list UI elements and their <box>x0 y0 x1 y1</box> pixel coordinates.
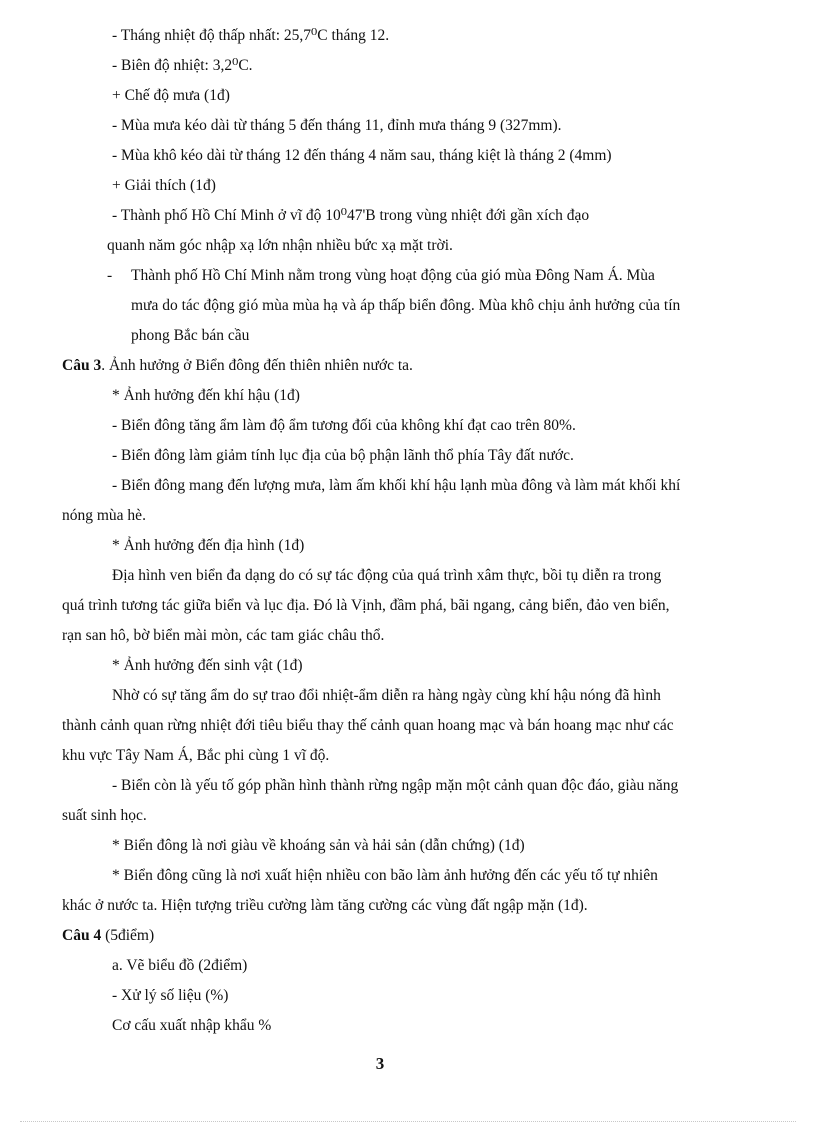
bullet-text-line: mưa do tác động gió mùa mùa hạ và áp thấp biển đông. Mùa khô chịu ảnh hưởng của tín <box>131 297 681 314</box>
question-3-heading <box>62 356 413 376</box>
page-number: 3 <box>375 1054 385 1073</box>
text-line: suất sinh học. <box>62 807 147 824</box>
text-line: nóng mùa hè. <box>62 507 146 524</box>
text-line: thành cảnh quan rừng nhiệt đới tiêu biểu thay thế cảnh quan hoang mạc và bán hoang mạc như các <box>62 717 674 734</box>
text-line: - Biên độ nhiệt: 3,2⁰C. <box>112 57 253 74</box>
text-line: Nhờ có sự tăng ẩm do sự trao đổi nhiệt-ẩm diễn ra hàng ngày cùng khí hậu nóng đã hình <box>112 687 661 704</box>
text-line: - Mùa mưa kéo dài từ tháng 5 đến tháng 11, đỉnh mưa tháng 9 (327mm). <box>112 117 562 134</box>
text-line: * Ảnh hưởng đến khí hậu (1đ) <box>112 387 300 404</box>
text-line: quanh năm góc nhập xạ lớn nhận nhiều bức xạ mặt trời. <box>107 237 453 254</box>
text-line: rạn san hô, bờ biển mài mòn, các tam giác châu thổ. <box>62 627 385 644</box>
question-3-label: Câu 3 <box>62 357 102 374</box>
footer-divider <box>20 1121 796 1122</box>
question-4-label: Câu 4 <box>62 927 102 944</box>
text-line: - Biển đông tăng ẩm làm độ ẩm tương đối của không khí đạt cao trên 80%. <box>112 417 576 434</box>
text-line: - Xử lý số liệu (%) <box>112 987 229 1004</box>
text-line: - Biển còn là yếu tố góp phần hình thành rừng ngập mặn một cảnh quan độc đáo, giàu năng <box>112 777 679 794</box>
text-line: - Thành phố Hồ Chí Minh ở vĩ độ 10⁰47'B trong vùng nhiệt đới gần xích đạo <box>112 207 590 224</box>
text-line: Địa hình ven biển đa dạng do có sự tác động của quá trình xâm thực, bồi tụ diễn ra trong <box>112 567 662 584</box>
text-line: * Ảnh hưởng đến sinh vật (1đ) <box>112 657 303 674</box>
text-line: - Biển đông mang đến lượng mưa, làm ấm khối khí hậu lạnh mùa đông và làm mát khối khí <box>112 477 681 494</box>
question-4-heading <box>62 926 154 946</box>
question-3-title: . Ảnh hưởng ở Biển đông đến thiên nhiên nước ta. <box>101 357 413 374</box>
bullet-text-line: phong Bắc bán cầu <box>131 327 250 344</box>
text-line: * Ảnh hưởng đến địa hình (1đ) <box>112 537 305 554</box>
text-line: khu vực Tây Nam Á, Bắc phi cùng 1 vĩ độ. <box>62 747 330 764</box>
bullet-dash: - <box>107 267 113 284</box>
text-line: + Giải thích (1đ) <box>112 177 216 194</box>
text-line: - Biển đông làm giảm tính lục địa của bộ phận lãnh thổ phía Tây đất nước. <box>112 447 574 464</box>
text-line: * Biển đông cũng là nơi xuất hiện nhiều con bão làm ảnh hưởng đến các yếu tố tự nhiên <box>112 867 658 884</box>
text-line: Cơ cấu xuất nhập khẩu % <box>112 1017 272 1034</box>
question-4-points: (5điểm) <box>101 927 155 944</box>
text-line: quá trình tương tác giữa biển và lục địa. Đó là Vịnh, đầm phá, bãi ngang, cảng biển, đảo ven biển, <box>62 597 670 614</box>
text-line: - Tháng nhiệt độ thấp nhất: 25,7⁰C tháng 12. <box>112 27 390 44</box>
bullet-text-line: Thành phố Hồ Chí Minh nằm trong vùng hoạt động của gió mùa Đông Nam Á. Mùa <box>131 267 655 284</box>
text-line: khác ở nước ta. Hiện tượng triều cường làm tăng cường các vùng đất ngập mặn (1đ). <box>62 897 588 914</box>
text-line: * Biển đông là nơi giàu về khoáng sản và hải sản (dẫn chứng) (1đ) <box>112 837 525 854</box>
text-line: + Chế độ mưa (1đ) <box>112 87 230 104</box>
text-line: a. Vẽ biểu đồ (2điểm) <box>112 957 248 974</box>
text-line: - Mùa khô kéo dài từ tháng 12 đến tháng 4 năm sau, tháng kiệt là tháng 2 (4mm) <box>112 147 612 164</box>
